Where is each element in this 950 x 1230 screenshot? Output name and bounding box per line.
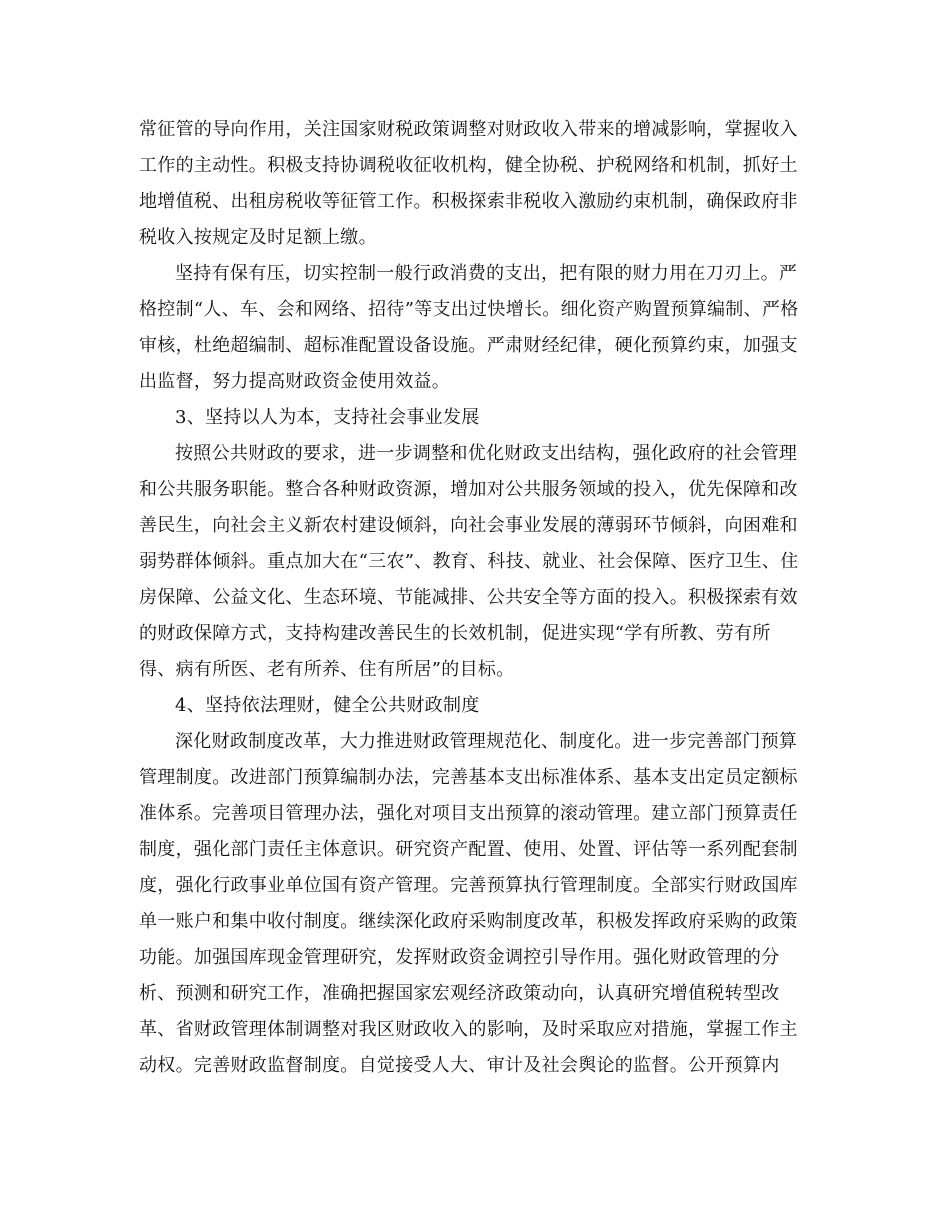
text-line: 的财政保障方式，支持构建改善民生的长效机制，促进实现“学有所教、劳有所 — [139, 623, 771, 644]
text-line: 得、病有所医、老有所养、住有所居”的目标。 — [139, 659, 515, 680]
text-line: 析、预测和研究工作，准确把握国家宏观经济政策动向，认真研究增值税转型改 — [139, 983, 780, 1004]
text-line: 功能。加强国库现金管理研究，发挥财政资金调控引导作用。强化财政管理的分 — [139, 947, 780, 968]
paragraph-expenditure-control — [139, 256, 811, 400]
text-line: 单一账户和集中收付制度。继续深化政府采购制度改革，积极发挥政府采购的政策 — [139, 911, 798, 932]
text-line: 度，强化行政事业单位国有资产管理。完善预算执行管理制度。全部实行财政国库 — [139, 875, 798, 896]
text-line: 动权。完善财政监督制度。自觉接受人大、审计及社会舆论的监督。公开预算内 — [139, 1055, 780, 1076]
text-line: 弱势群体倾斜。重点加大在“三农”、教育、科技、就业、社会保障、医疗卫生、住 — [139, 551, 799, 572]
text-line: 制度，强化部门责任主体意识。研究资产配置、使用、处置、评估等一系列配套制 — [139, 839, 798, 860]
text-line: 格控制“人、车、会和网络、招待”等支出过快增长。细化资产购置预算编制、严格 — [139, 299, 799, 320]
section-heading-4 — [139, 688, 811, 724]
text-line: 常征管的导向作用，关注国家财税政策调整对财政收入带来的增减影响，掌握收入 — [139, 119, 798, 140]
text-line: 善民生，向社会主义新农村建设倾斜，向社会事业发展的薄弱环节倾斜，向困难和 — [139, 515, 798, 536]
paragraph-public-finance-structure — [139, 436, 811, 688]
document-body — [139, 112, 811, 1084]
heading-text: 4、坚持依法理财，健全公共财政制度 — [175, 695, 480, 716]
text-line: 坚持有保有压，切实控制一般行政消费的支出，把有限的财力用在刀刃上。严 — [175, 263, 798, 284]
text-line: 税收入按规定及时足额上缴。 — [139, 227, 377, 248]
heading-text: 3、坚持以人为本，支持社会事业发展 — [175, 407, 480, 428]
text-line: 和公共服务职能。整合各种财政资源，增加对公共服务领域的投入，优先保障和改 — [139, 479, 798, 500]
paragraph-revenue-management — [139, 112, 811, 256]
text-line: 工作的主动性。积极支持协调税收征收机构，健全协税、护税网络和机制，抓好土 — [139, 155, 798, 176]
text-line: 准体系。完善项目管理办法，强化对项目支出预算的滚动管理。建立部门预算责任 — [139, 803, 798, 824]
text-line: 深化财政制度改革，大力推进财政管理规范化、制度化。进一步完善部门预算 — [175, 731, 798, 752]
text-line: 出监督，努力提高财政资金使用效益。 — [139, 371, 451, 392]
text-line: 房保障、公益文化、生态环境、节能减排、公共安全等方面的投入。积极探索有效 — [139, 587, 798, 608]
text-line: 按照公共财政的要求，进一步调整和优化财政支出结构，强化政府的社会管理 — [175, 443, 798, 464]
text-line: 革、省财政管理体制调整对我区财政收入的影响，及时采取应对措施，掌握工作主 — [139, 1019, 798, 1040]
paragraph-fiscal-system-reform — [139, 724, 811, 1084]
text-line: 地增值税、出租房税收等征管工作。积极探索非税收入激励约束机制，确保政府非 — [139, 191, 798, 212]
text-line: 审核，杜绝超编制、超标准配置设备设施。严肃财经纪律，硬化预算约束，加强支 — [139, 335, 798, 356]
text-line: 管理制度。改进部门预算编制办法，完善基本支出标准体系、基本支出定员定额标 — [139, 767, 798, 788]
section-heading-3 — [139, 400, 811, 436]
